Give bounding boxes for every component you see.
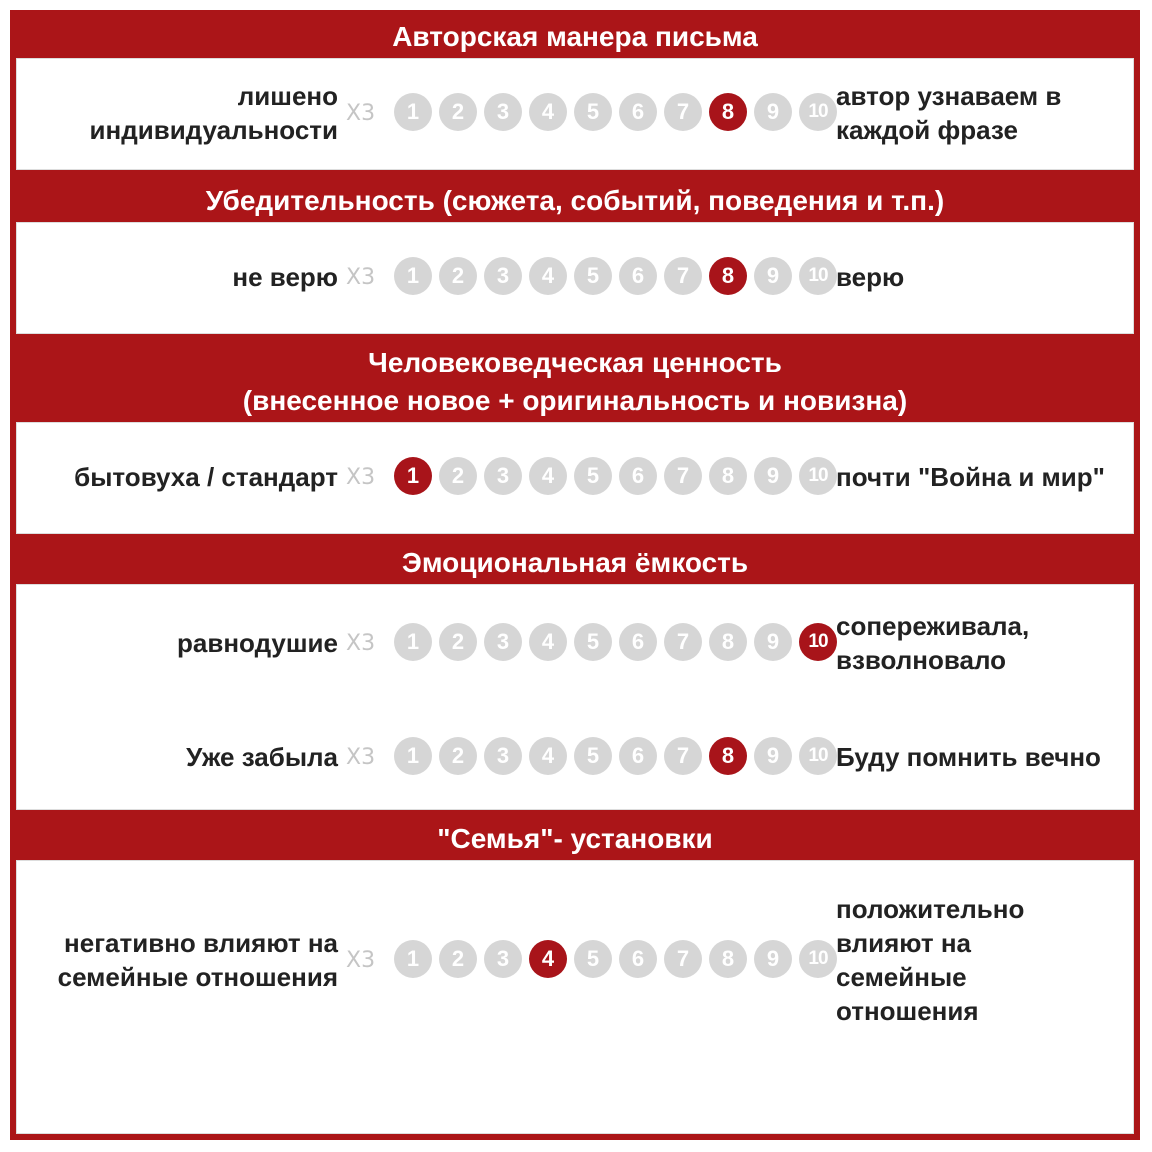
section-panel-emotional <box>16 584 1134 810</box>
rating-dot[interactable]: 8 <box>709 940 747 978</box>
rating-row <box>16 222 1134 332</box>
rating-dot[interactable]: 3 <box>484 623 522 661</box>
rating-dot[interactable]: 7 <box>664 940 702 978</box>
rating-dot[interactable]: 1 <box>394 93 432 131</box>
scale-na-label[interactable]: Х3 <box>346 745 376 770</box>
rating-row <box>16 588 1134 698</box>
rating-dot[interactable]: 5 <box>574 93 612 131</box>
rating-dot[interactable]: 6 <box>619 940 657 978</box>
rating-card <box>10 10 1140 1140</box>
rating-dot-selected[interactable]: 1 <box>394 457 432 495</box>
rating-dot[interactable]: 3 <box>484 940 522 978</box>
rating-dot[interactable]: 8 <box>709 623 747 661</box>
rating-dot[interactable]: 7 <box>664 457 702 495</box>
rating-scale <box>346 93 836 133</box>
row-right-label: положительно влияют на семейные отношения <box>836 894 1025 1026</box>
row-left-label: лишено индивидуальности <box>89 81 338 145</box>
rating-dot-selected[interactable]: 8 <box>709 93 747 131</box>
scale-na-label[interactable]: Х3 <box>346 101 376 126</box>
rating-scale <box>346 257 836 297</box>
section-title-line: Авторская манера письма <box>392 21 758 52</box>
rating-dot-selected[interactable]: 8 <box>709 737 747 775</box>
rating-dot-selected[interactable]: 4 <box>529 940 567 978</box>
rating-dot[interactable]: 5 <box>574 623 612 661</box>
rating-dot[interactable]: 10 <box>799 737 837 775</box>
rating-dot[interactable]: 6 <box>619 737 657 775</box>
rating-dot[interactable]: 7 <box>664 737 702 775</box>
row-left-label: Уже забыла <box>186 742 338 772</box>
rating-dot[interactable]: 5 <box>574 457 612 495</box>
rating-scale <box>346 457 836 497</box>
rating-dot[interactable]: 9 <box>754 737 792 775</box>
rating-dot[interactable]: 10 <box>799 93 837 131</box>
scale-na-label[interactable]: Х3 <box>346 631 376 656</box>
rating-dot[interactable]: 6 <box>619 457 657 495</box>
section-panel-plausibility <box>16 222 1134 334</box>
rating-dot[interactable]: 3 <box>484 457 522 495</box>
rating-dot[interactable]: 1 <box>394 737 432 775</box>
rating-dot[interactable]: 10 <box>799 257 837 295</box>
section-title-line: Убедительность (сюжета, событий, поведения и т.п.) <box>205 185 945 216</box>
rating-dot[interactable]: 10 <box>799 457 837 495</box>
rating-scale <box>346 623 836 663</box>
row-left-label: не верю <box>232 262 338 292</box>
section-title-human-value <box>10 344 1140 420</box>
rating-dot[interactable]: 2 <box>439 257 477 295</box>
rating-dot[interactable]: 9 <box>754 457 792 495</box>
rating-dot-selected[interactable]: 8 <box>709 257 747 295</box>
rating-dot[interactable]: 6 <box>619 93 657 131</box>
rating-dot[interactable]: 2 <box>439 457 477 495</box>
rating-dot[interactable]: 2 <box>439 93 477 131</box>
rating-dot[interactable]: 4 <box>529 93 567 131</box>
rating-dot[interactable]: 6 <box>619 257 657 295</box>
row-left-label: бытовуха / стандарт <box>74 462 338 492</box>
rating-dot[interactable]: 5 <box>574 940 612 978</box>
row-left-label: равнодушие <box>177 628 338 658</box>
rating-row <box>16 422 1134 532</box>
row-right-label: автор узнаваем в каждой фразе <box>836 81 1062 145</box>
rating-dot[interactable]: 1 <box>394 257 432 295</box>
scale-na-label[interactable]: Х3 <box>346 265 376 290</box>
rating-dot[interactable]: 2 <box>439 737 477 775</box>
scale-na-label[interactable]: Х3 <box>346 948 376 973</box>
rating-row <box>16 890 1134 1030</box>
rating-dot[interactable]: 4 <box>529 623 567 661</box>
section-title-line: Человековедческая ценность <box>368 347 782 378</box>
section-title-style <box>10 18 1140 56</box>
rating-dot[interactable]: 5 <box>574 257 612 295</box>
rating-scale <box>346 940 836 980</box>
section-title-plausibility <box>10 182 1140 220</box>
rating-dot[interactable]: 2 <box>439 940 477 978</box>
rating-dot[interactable]: 10 <box>799 940 837 978</box>
rating-dot[interactable]: 9 <box>754 93 792 131</box>
row-left-label: негативно влияют на семейные отношения <box>57 928 338 992</box>
rating-dot[interactable]: 9 <box>754 940 792 978</box>
rating-dot[interactable]: 3 <box>484 93 522 131</box>
rating-dot[interactable]: 8 <box>709 457 747 495</box>
rating-dot[interactable]: 6 <box>619 623 657 661</box>
rating-dot[interactable]: 4 <box>529 457 567 495</box>
rating-dot[interactable]: 1 <box>394 940 432 978</box>
rating-dot[interactable]: 4 <box>529 257 567 295</box>
rating-dot[interactable]: 3 <box>484 737 522 775</box>
section-title-emotional <box>10 544 1140 582</box>
rating-dot[interactable]: 9 <box>754 623 792 661</box>
section-title-family <box>10 820 1140 858</box>
rating-dot[interactable]: 3 <box>484 257 522 295</box>
row-right-label: сопереживала, взволновало <box>836 611 1030 675</box>
rating-dot[interactable]: 2 <box>439 623 477 661</box>
rating-row <box>16 58 1134 168</box>
rating-dot[interactable]: 1 <box>394 623 432 661</box>
section-title-line: (внесенное новое + оригинальность и новизна) <box>242 385 908 416</box>
row-right-label: верю <box>836 262 905 292</box>
rating-row <box>16 702 1134 812</box>
rating-scale <box>346 737 836 777</box>
rating-dot-selected[interactable]: 10 <box>799 623 837 661</box>
section-title-line: Эмоциональная ёмкость <box>401 547 749 578</box>
row-right-label: Буду помнить вечно <box>836 742 1101 772</box>
rating-dot[interactable]: 7 <box>664 623 702 661</box>
rating-dot[interactable]: 4 <box>529 737 567 775</box>
section-panel-style <box>16 58 1134 170</box>
section-title-line: "Семья"- установки <box>437 823 713 854</box>
scale-na-label[interactable]: Х3 <box>346 465 376 490</box>
section-panel-family <box>16 860 1134 1134</box>
rating-dot[interactable]: 5 <box>574 737 612 775</box>
section-panel-human-value <box>16 422 1134 534</box>
rating-dot[interactable]: 9 <box>754 257 792 295</box>
rating-dot[interactable]: 7 <box>664 257 702 295</box>
row-right-label: почти "Война и мир" <box>836 462 1105 492</box>
rating-dot[interactable]: 7 <box>664 93 702 131</box>
